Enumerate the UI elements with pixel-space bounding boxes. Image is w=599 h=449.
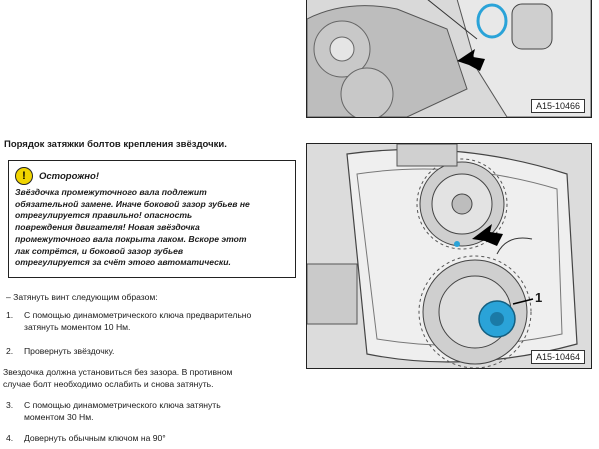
warning-line: лак сотрётся, и боковой зазор зубьев xyxy=(15,245,184,256)
step-2 xyxy=(6,346,114,358)
warning-header xyxy=(15,167,99,185)
warning-line: промежуточного вала покрыта лаком. Вскоре этот xyxy=(15,233,247,244)
figure-top xyxy=(306,0,592,118)
step-number: 1. xyxy=(6,310,14,320)
step-text: Провернуть звёздочку. xyxy=(24,346,115,356)
step-text: С помощью динамометрического ключа предварительно xyxy=(24,310,252,320)
step-number: 2. xyxy=(6,346,14,356)
warning-line: Звёздочка промежуточного вала подлежит xyxy=(15,187,207,197)
warning-title: Осторожно! xyxy=(39,170,99,182)
figure-main xyxy=(306,143,592,369)
step-text: Довернуть обычным ключом на 90° xyxy=(24,433,166,443)
intro-step: – Затянуть винт следующим образом: xyxy=(6,292,158,302)
step-text: затянуть моментом 10 Нм. xyxy=(24,321,131,332)
step-note xyxy=(3,367,232,390)
warning-line: отрегулируется за счёт этого автоматически. xyxy=(15,257,231,268)
warning-line: повреждения двигателя! Новая звёздочка xyxy=(15,222,200,233)
figure-code: A15-10466 xyxy=(531,99,585,113)
step-1 xyxy=(6,310,251,333)
step-number: 3. xyxy=(6,400,14,410)
step-number: 4. xyxy=(6,433,14,443)
step-3 xyxy=(6,400,221,423)
step-text: Звездочка должна установиться без зазора. В противном xyxy=(3,367,233,377)
callout-number: 1 xyxy=(535,290,543,305)
step-4 xyxy=(6,433,166,445)
warning-text xyxy=(15,187,291,269)
step-text: случае болт необходимо ослабить и снова затянуть. xyxy=(3,378,214,389)
warning-line: отрегулируется правильно! опасность xyxy=(15,210,193,221)
figure-code: A15-10464 xyxy=(531,350,585,364)
warning-line: обязательной замене. Иначе боковой зазор зубьев не xyxy=(15,198,250,209)
sprocket-illustration xyxy=(307,144,591,368)
step-text: С помощью динамометрического ключа затянуть xyxy=(24,400,221,410)
section-heading: Порядок затяжки болтов крепления звёздочки. xyxy=(4,139,227,150)
warning-box xyxy=(8,160,296,278)
step-text: моментом 30 Нм. xyxy=(24,411,94,422)
warning-exclamation-icon: ! xyxy=(15,167,33,185)
